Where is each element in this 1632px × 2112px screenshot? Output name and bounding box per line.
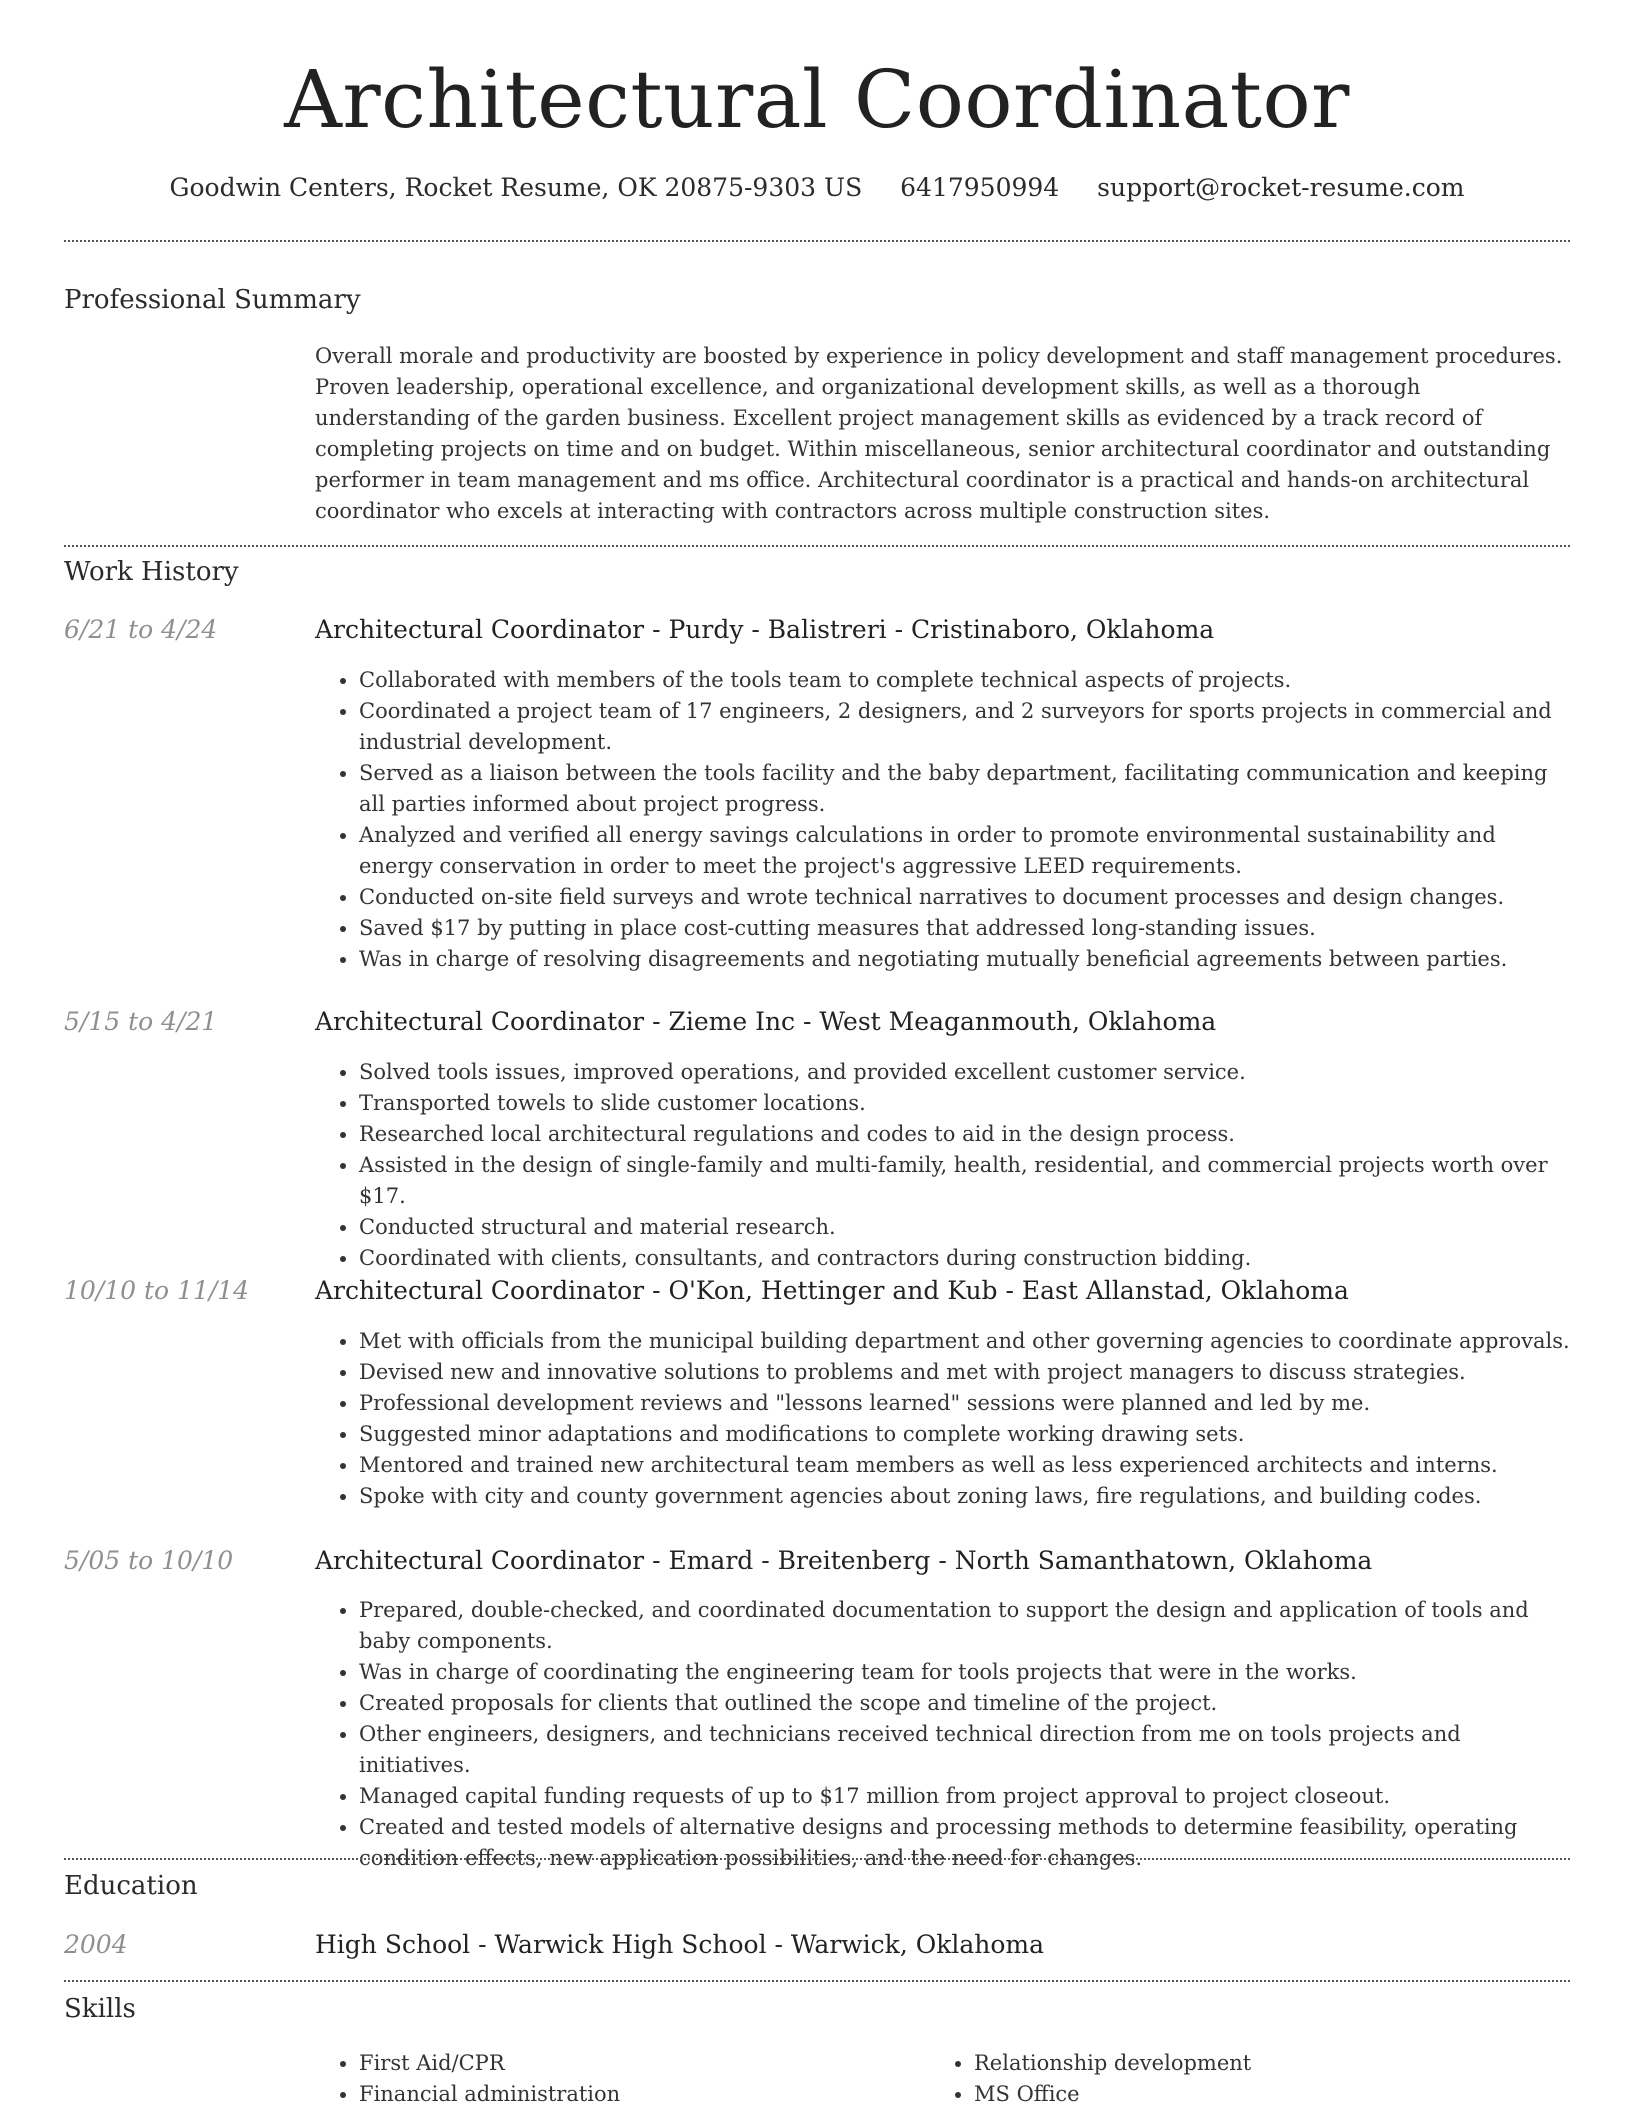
job-bullet: • Conducted structural and material research. [359, 1212, 1570, 1243]
job-title: Architectural Coordinator - O'Kon, Hettinger and Kub - East Allanstad, Oklahoma [315, 1276, 1349, 1305]
job-title: Architectural Coordinator - Emard - Breitenberg - North Samanthatown, Oklahoma [315, 1546, 1373, 1575]
job-bullet: • Professional development reviews and "lessons learned" sessions were planned and led by me. [359, 1388, 1570, 1419]
job-title: Architectural Coordinator - Zieme Inc - West Meaganmouth, Oklahoma [315, 1007, 1217, 1036]
job-bullet: • Transported towels to slide customer locations. [359, 1088, 1570, 1119]
job-dates: 5/15 to 4/21 [64, 1007, 218, 1036]
job-bullet: • Mentored and trained new architectural team members as well as less experienced architects and interns. [359, 1450, 1570, 1481]
skills-list-right [930, 2048, 1530, 2110]
skills-list-left [315, 2048, 915, 2110]
job-bullets [315, 1057, 1570, 1274]
job-dates: 6/21 to 4/24 [64, 615, 218, 644]
candidate-name: Architectural Coordinator [284, 53, 1350, 146]
job-bullet: • Was in charge of coordinating the engineering team for tools projects that were in the works. [359, 1657, 1570, 1688]
job-bullet: • Assisted in the design of single-family and multi-family, health, residential, and commercial projects worth over $17. [359, 1150, 1570, 1212]
job-bullet: • Analyzed and verified all energy savings calculations in order to promote environmental sustainability and energy conservation in order to meet the project's aggressive LEED requirements. [359, 820, 1570, 882]
summary-heading: Professional Summary [64, 285, 361, 315]
education-detail: High School - Warwick High School - Warwick, Oklahoma [315, 1930, 1045, 1959]
job-bullet: • Spoke with city and county government agencies about zoning laws, fire regulations, and building codes. [359, 1481, 1570, 1512]
job-bullet: • Suggested minor adaptations and modifications to complete working drawing sets. [359, 1419, 1570, 1450]
job-bullet: • Researched local architectural regulations and codes to aid in the design process. [359, 1119, 1570, 1150]
section-divider [64, 1980, 1570, 1982]
job-bullet: • Other engineers, designers, and technicians received technical direction from me on tools projects and initiatives. [359, 1719, 1570, 1781]
job-dates: 5/05 to 10/10 [64, 1546, 234, 1575]
job-bullet: • Collaborated with members of the tools team to complete technical aspects of projects. [359, 665, 1570, 696]
contact-line [64, 172, 1570, 204]
job-bullet: • Devised new and innovative solutions to problems and met with project managers to discuss strategies. [359, 1357, 1570, 1388]
job-bullet: • Met with officials from the municipal building department and other governing agencies to coordinate approvals. [359, 1326, 1570, 1357]
contact-phone: 6417950994 [900, 173, 1060, 202]
job-bullets [315, 1326, 1570, 1512]
job-bullet: • Was in charge of resolving disagreements and negotiating mutually beneficial agreements between parties. [359, 944, 1570, 975]
job-bullet: • Created proposals for clients that outlined the scope and timeline of the project. [359, 1688, 1570, 1719]
job-bullet: • Saved $17 by putting in place cost-cutting measures that addressed long-standing issues. [359, 913, 1570, 944]
job-bullet: • Managed capital funding requests of up to $17 million from project approval to project closeout. [359, 1781, 1570, 1812]
job-bullet: • Prepared, double-checked, and coordinated documentation to support the design and application of tools and baby components. [359, 1595, 1570, 1657]
skill-item: • Financial administration [359, 2079, 915, 2110]
education-heading: Education [64, 1871, 198, 1901]
skill-item: • First Aid/CPR [359, 2048, 915, 2079]
section-divider [64, 1858, 1570, 1860]
job-dates: 10/10 to 11/14 [64, 1276, 250, 1305]
job-bullets [315, 665, 1570, 975]
job-title: Architectural Coordinator - Purdy - Balistreri - Cristinaboro, Oklahoma [315, 615, 1215, 644]
skill-item: • MS Office [974, 2079, 1530, 2110]
job-bullet: • Served as a liaison between the tools facility and the baby department, facilitating communication and keeping all parties informed about project progress. [359, 758, 1570, 820]
skill-item: • Relationship development [974, 2048, 1530, 2079]
section-divider [64, 545, 1570, 547]
job-bullet: • Coordinated with clients, consultants, and contractors during construction bidding. [359, 1243, 1570, 1274]
work-history-heading: Work History [64, 557, 239, 587]
job-bullet: • Created and tested models of alternative designs and processing methods to determine feasibility, operating condition effects, new application possibilities, and the need for changes. [359, 1812, 1570, 1874]
skills-heading: Skills [64, 1994, 136, 2024]
job-bullet: • Coordinated a project team of 17 engineers, 2 designers, and 2 surveyors for sports projects in commercial and industrial development. [359, 696, 1570, 758]
education-year: 2004 [64, 1930, 128, 1959]
job-bullet: • Conducted on-site field surveys and wrote technical narratives to document processes and design changes. [359, 882, 1570, 913]
contact-email[interactable]: support@rocket-resume.com [1097, 173, 1465, 202]
job-bullets [315, 1595, 1570, 1874]
section-divider [64, 240, 1570, 242]
summary-text: Overall morale and productivity are boosted by experience in policy development and staff management procedures. Proven leadership, operational excellence, and organizational development skills, as well as a thorough understanding of the garden business. Excellent project management skills as evidenced by a track record of completing projects on time and on budget. Within miscellaneous, senior architectural coordinator and outstanding performer in team management and ms office. Architectural coordinator is a practical and hands-on architectural coordinator who excels at interacting with contractors across multiple construction sites. [315, 344, 1563, 523]
contact-address: Goodwin Centers, Rocket Resume, OK 20875-9303 US [169, 173, 863, 202]
job-bullet: • Solved tools issues, improved operations, and provided excellent customer service. [359, 1057, 1570, 1088]
